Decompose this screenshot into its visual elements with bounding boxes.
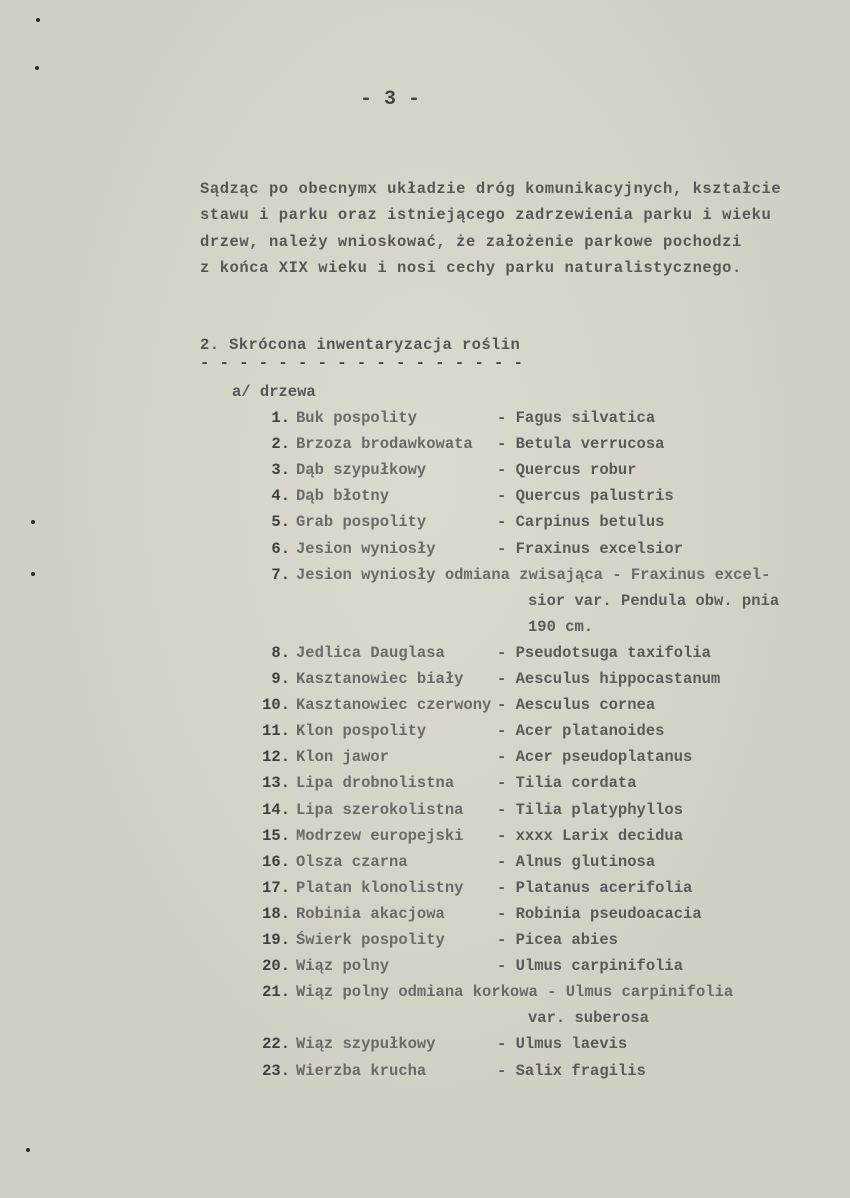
- tree-polish-name: Jedlica Dauglasa: [296, 643, 445, 662]
- tree-polish-name: Klon jawor: [296, 748, 390, 767]
- section-heading: 2. Skrócona inwentaryzacja roślin: [200, 336, 521, 354]
- tree-number: 6.: [271, 539, 290, 558]
- punch-mark: [31, 520, 35, 524]
- tree-polish-name: Klon pospolity: [296, 722, 427, 741]
- tree-number: 4.: [271, 487, 290, 506]
- tree-latin-name: - Fagus silvatica: [497, 409, 656, 427]
- tree-latin-name: - xxxx Larix decidua: [497, 826, 684, 845]
- tree-number: 17.: [262, 878, 290, 897]
- tree-number: 20.: [262, 957, 290, 976]
- tree-polish-name: Dąb błotny: [296, 487, 390, 506]
- tree-latin-name: - Platanus acerifolia: [497, 878, 693, 897]
- tree-polish-name: Platan klonolistny: [296, 878, 464, 897]
- tree-number: 10.: [262, 696, 290, 715]
- tree-latin-name: - Ulmus carpinifolia: [497, 957, 684, 976]
- tree-number: 15.: [262, 826, 290, 845]
- punch-mark: [35, 66, 39, 70]
- paragraph-line: Sądząc po obecnymx układzie dróg komunikacyjnych, kształcie: [200, 180, 782, 198]
- tree-continuation-line: sior var. Pendula obw. pnia: [528, 591, 780, 610]
- tree-latin-name: - Salix fragilis: [497, 1061, 646, 1080]
- tree-number: 21.: [262, 983, 290, 1002]
- tree-latin-name: - Quercus robur: [497, 461, 637, 480]
- tree-number: 8.: [271, 643, 290, 662]
- tree-number: 22.: [262, 1035, 290, 1054]
- tree-polish-name: Lipa szerokolistna: [296, 800, 464, 819]
- tree-continuation-line: var. suberosa: [528, 1009, 649, 1028]
- tree-number: 18.: [262, 904, 290, 923]
- tree-latin-name: - Pseudotsuga taxifolia: [497, 643, 711, 662]
- tree-latin-name: - Carpinus betulus: [497, 513, 665, 532]
- tree-latin-name: - Picea abies: [497, 931, 618, 949]
- tree-polish-name: Jesion wyniosły odmiana zwisająca - Fraxinus excel-: [296, 565, 771, 584]
- tree-polish-name: Wiąz szypułkowy: [296, 1035, 436, 1054]
- tree-polish-name: Jesion wyniosły: [296, 539, 436, 558]
- tree-latin-name: - Betula verrucosa: [497, 435, 665, 454]
- tree-polish-name: Brzoza brodawkowata: [296, 435, 473, 454]
- tree-latin-name: - Tilia platyphyllos: [497, 800, 684, 819]
- tree-latin-name: - Tilia cordata: [497, 774, 637, 793]
- tree-latin-name: - Fraxinus excelsior: [497, 539, 684, 558]
- tree-latin-name: - Aesculus cornea: [497, 696, 656, 715]
- punch-mark: [26, 1148, 30, 1152]
- tree-polish-name: Wierzba krucha: [296, 1061, 427, 1080]
- punch-mark: [31, 572, 35, 576]
- tree-polish-name: Wiąz polny odmiana korkowa - Ulmus carpinifolia: [296, 983, 734, 1002]
- paragraph-line: stawu i parku oraz istniejącego zadrzewienia parku i wieku: [200, 206, 772, 224]
- tree-polish-name: Modrzew europejski: [296, 826, 464, 845]
- tree-number: 16.: [262, 852, 290, 871]
- tree-latin-name: - Quercus palustris: [497, 487, 674, 506]
- tree-number: 3.: [271, 461, 290, 480]
- tree-latin-name: - Ulmus laevis: [497, 1035, 628, 1054]
- tree-latin-name: - Robinia pseudoacacia: [497, 904, 702, 923]
- tree-polish-name: Wiąz polny: [296, 957, 390, 976]
- section-underline: - - - - - - - - - - - - - - - - -: [200, 354, 524, 372]
- punch-mark: [36, 18, 40, 22]
- tree-number: 11.: [262, 722, 290, 741]
- tree-latin-name: - Acer pseudoplatanus: [497, 748, 693, 767]
- tree-polish-name: Kasztanowiec czerwony: [296, 696, 492, 715]
- tree-number: 9.: [271, 670, 290, 688]
- tree-polish-name: Buk pospolity: [296, 409, 417, 427]
- tree-latin-name: - Alnus glutinosa: [497, 852, 656, 871]
- tree-number: 23.: [262, 1061, 290, 1080]
- tree-polish-name: Dąb szypułkowy: [296, 461, 427, 480]
- tree-polish-name: Lipa drobnolistna: [296, 774, 455, 793]
- paragraph-line: z końca XIX wieku i nosi cechy parku naturalistycznego.: [200, 259, 742, 277]
- tree-polish-name: Robinia akacjowa: [296, 904, 445, 923]
- tree-latin-name: - Aesculus hippocastanum: [497, 670, 721, 688]
- tree-number: 12.: [262, 748, 290, 767]
- paragraph-line: drzew, należy wnioskować, że założenie parkowe pochodzi: [200, 233, 742, 251]
- tree-polish-name: Świerk pospolity: [296, 931, 445, 949]
- tree-polish-name: Olsza czarna: [296, 852, 408, 871]
- tree-polish-name: Grab pospolity: [296, 513, 427, 532]
- tree-latin-name: - Acer platanoides: [497, 722, 665, 741]
- subheading: a/ drzewa: [232, 383, 316, 401]
- tree-number: 14.: [262, 800, 290, 819]
- tree-continuation-line: 190 cm.: [528, 617, 594, 636]
- tree-number: 1.: [271, 409, 290, 427]
- tree-polish-name: Kasztanowiec biały: [296, 670, 464, 688]
- tree-number: 2.: [271, 435, 290, 454]
- page-number: - 3 -: [360, 88, 421, 111]
- tree-number: 13.: [262, 774, 290, 793]
- tree-number: 7.: [271, 565, 290, 584]
- tree-number: 5.: [271, 513, 290, 532]
- tree-number: 19.: [262, 931, 290, 949]
